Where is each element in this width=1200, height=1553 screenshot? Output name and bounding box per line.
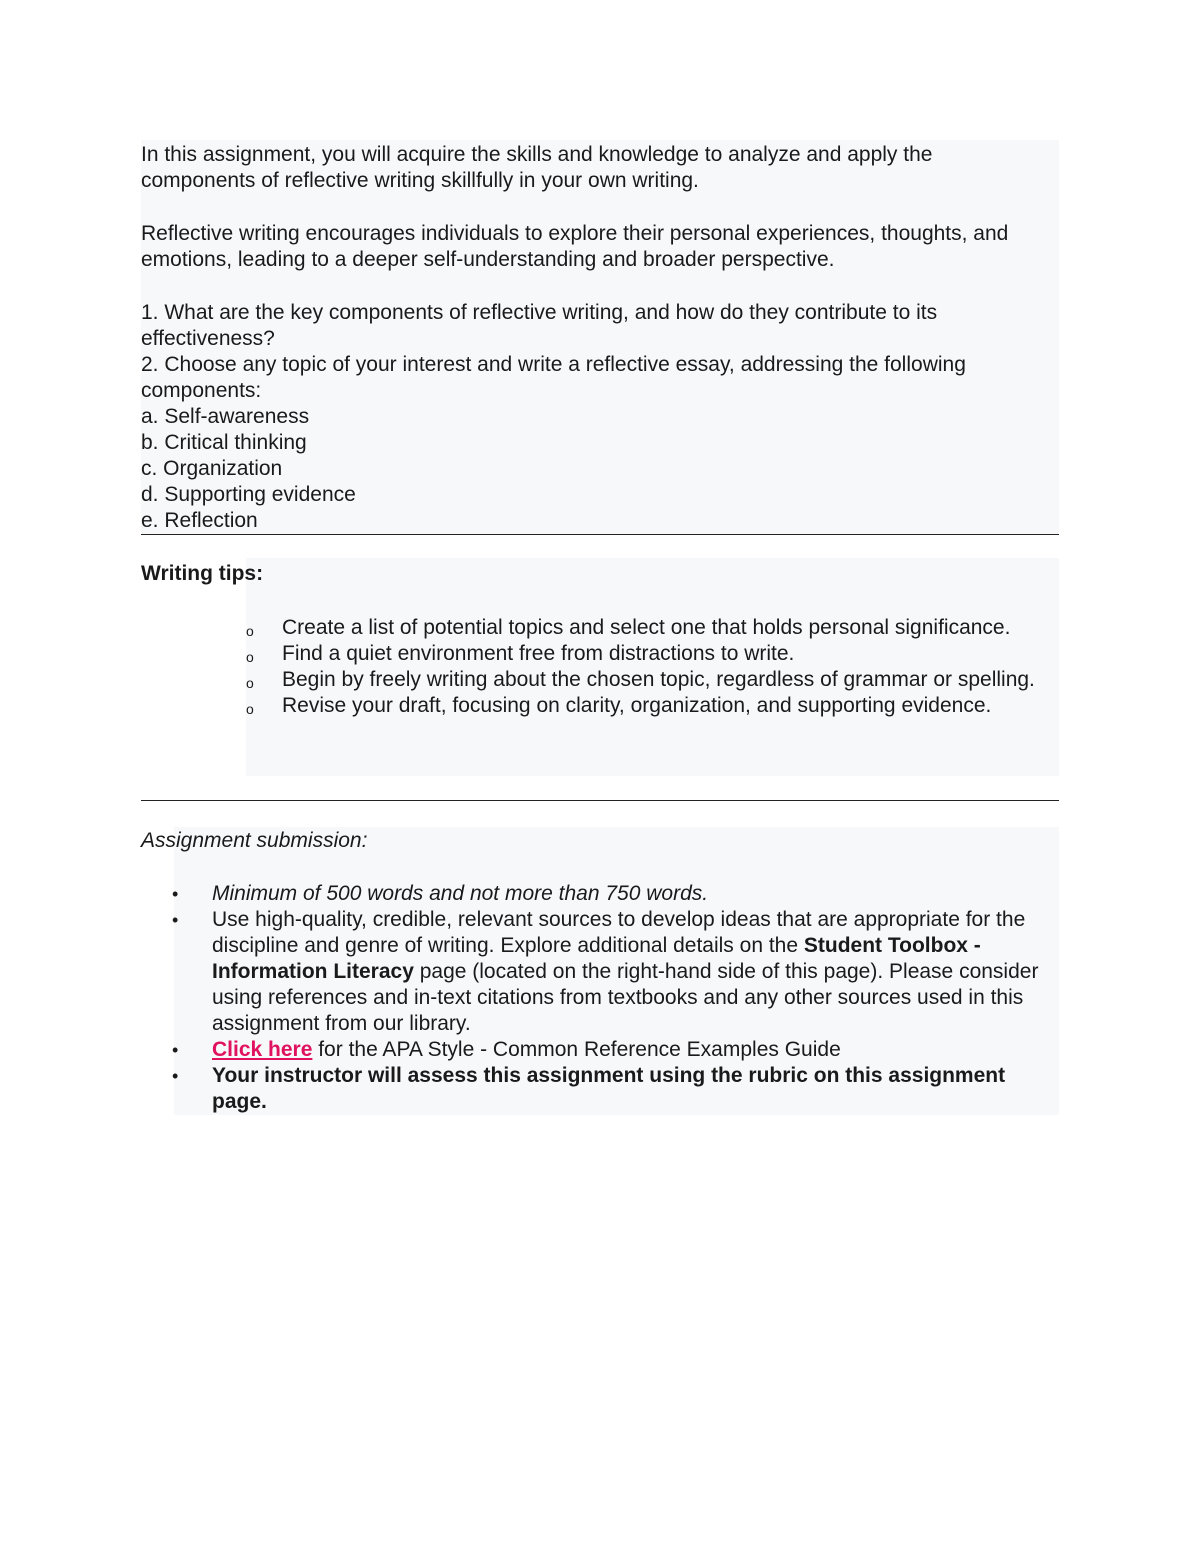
apa-guide-text: for the APA Style - Common Reference Examples Guide [312, 1038, 841, 1061]
word-count-requirement: Minimum of 500 words and not more than 750 words. [212, 882, 709, 905]
list-item [246, 667, 1056, 693]
circle-bullet-icon: o [246, 675, 254, 691]
intro-paragraph-1: In this assignment, you will acquire the skills and knowledge to analyze and apply the components of reflective writing skillfully in your own writing. [141, 143, 933, 192]
list-item [246, 615, 1056, 641]
intro-paragraph-2: Reflective writing encourages individuals to explore their personal experiences, thoughts, and emotions, leading to a deeper self-understanding and broader perspective. [141, 222, 1009, 271]
circle-bullet-icon: o [246, 623, 254, 639]
bullet-icon: • [172, 1040, 179, 1060]
student-toolbox-reference: Student Toolbox - Information Literacy [212, 934, 981, 983]
component-item: b. Critical thinking [141, 431, 307, 454]
component-item: c. Organization [141, 457, 283, 480]
submission-list [172, 881, 1052, 1115]
sources-text-continued: page (located on the right-hand side of this page). Please consider using references and in-text citations from textbooks and any other sources used in this assignment from our library. [212, 960, 1039, 1035]
sources-text: Use high-quality, credible, relevant sources to develop ideas that are appropriate for the discipline and genre of writing. Explore additional details on the [212, 908, 1026, 957]
bullet-icon: • [172, 884, 179, 904]
question-2: 2. Choose any topic of your interest and write a reflective essay, addressing the following components: [141, 353, 966, 402]
writing-tips-heading: Writing tips: [141, 562, 264, 585]
apa-guide-link[interactable]: Click here [212, 1038, 313, 1061]
bullet-icon: • [172, 1066, 179, 1086]
tip-text: Begin by freely writing about the chosen topic, regardless of grammar or spelling. [282, 668, 1035, 691]
submission-heading: Assignment submission: [141, 829, 368, 852]
list-item [246, 641, 1056, 667]
rubric-notice: Your instructor will assess this assignment using the rubric on this assignment page. [212, 1064, 1006, 1113]
bullet-icon: • [172, 910, 179, 930]
divider [141, 534, 1059, 535]
list-item [172, 881, 1052, 907]
tip-text: Create a list of potential topics and select one that holds personal significance. [282, 616, 1011, 639]
list-item [172, 907, 1052, 1037]
intro-section [141, 142, 1041, 534]
component-item: d. Supporting evidence [141, 483, 356, 506]
tip-text: Find a quiet environment free from distractions to write. [282, 642, 795, 665]
divider [141, 800, 1059, 801]
list-item [172, 1037, 1052, 1063]
component-item: e. Reflection [141, 509, 258, 532]
list-item [246, 693, 1056, 719]
writing-tips-list [246, 615, 1056, 719]
question-1: 1. What are the key components of reflective writing, and how do they contribute to its effectiveness? [141, 301, 938, 350]
component-item: a. Self-awareness [141, 405, 310, 428]
circle-bullet-icon: o [246, 701, 254, 717]
tip-text: Revise your draft, focusing on clarity, organization, and supporting evidence. [282, 694, 992, 717]
circle-bullet-icon: o [246, 649, 254, 665]
list-item [172, 1063, 1052, 1115]
